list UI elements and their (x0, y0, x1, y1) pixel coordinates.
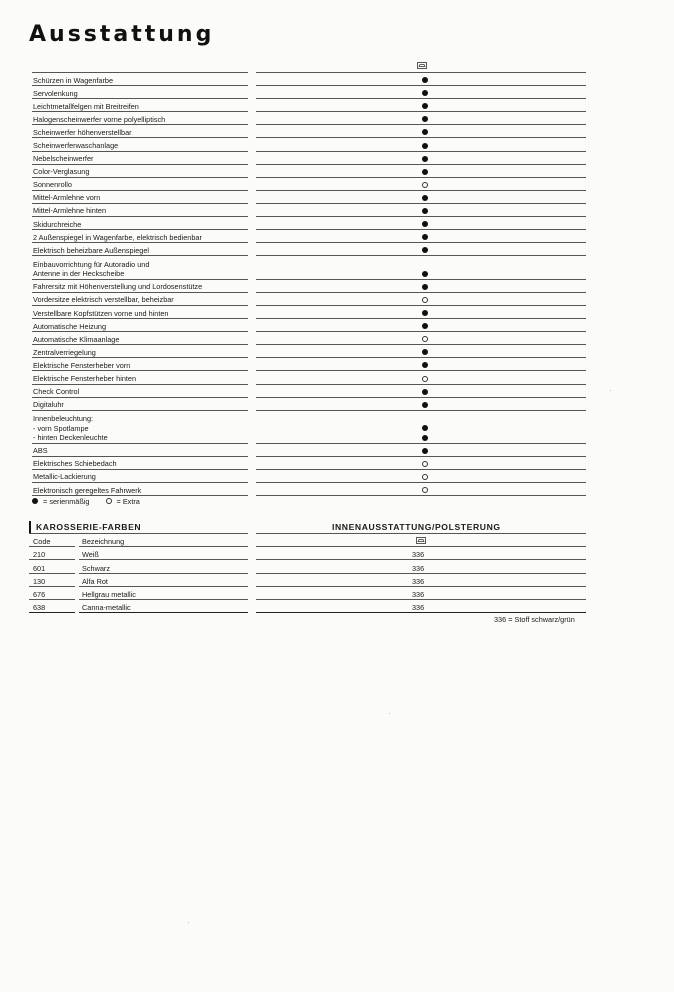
name-column-header: Bezeichnung (82, 537, 125, 547)
page-title: Ausstattung (29, 22, 215, 47)
standard-dot-icon (422, 362, 428, 368)
colors-table (29, 520, 586, 613)
colors-column-header (29, 534, 586, 547)
equipment-label: Scheinwerfer höhenverstellbar (33, 127, 132, 137)
color-code: 638 (33, 603, 46, 613)
equipment-row (32, 230, 586, 243)
color-row (29, 600, 586, 613)
equipment-label: Automatische Klimaanlage (33, 334, 120, 344)
standard-dot-icon (422, 323, 428, 329)
equipment-row (32, 280, 586, 293)
standard-dot-icon (422, 129, 428, 135)
code-column-header: Code (33, 537, 51, 547)
extra-circle-icon (422, 461, 428, 467)
standard-dot-icon (422, 448, 428, 454)
equipment-label: Servolenkung (33, 88, 78, 98)
standard-dot-icon (422, 90, 428, 96)
equipment-row (32, 306, 586, 319)
equipment-row (32, 256, 586, 280)
color-name: Weiß (82, 550, 99, 560)
color-row (29, 587, 586, 600)
interior-code: 336 (412, 589, 425, 599)
equipment-row (32, 483, 586, 496)
equipment-label: Halogenscheinwerfer vorne polyelliptisch (33, 114, 166, 124)
body-colors-title: KAROSSERIE-FARBEN (36, 522, 142, 532)
extra-circle-icon (422, 376, 428, 382)
equipment-row (32, 165, 586, 178)
equipment-label: 2 Außenspiegel in Wagenfarbe, elektrisch bedienbar (33, 232, 202, 242)
standard-dot-icon (32, 498, 38, 504)
equipment-row (32, 385, 586, 398)
equipment-row (32, 73, 586, 86)
equipment-row (32, 411, 586, 444)
equipment-label: Elektrische Fensterheber hinten (33, 373, 137, 383)
car-icon (416, 537, 426, 544)
equipment-row (32, 217, 586, 230)
equipment-row (32, 191, 586, 204)
extra-circle-icon (422, 474, 428, 480)
color-code: 601 (33, 563, 46, 573)
car-icon (417, 62, 427, 69)
equipment-row (32, 125, 586, 138)
equipment-row (32, 178, 586, 191)
equipment-label: Mittel-Armlehne vorn (33, 193, 101, 203)
equipment-label: Scheinwerferwaschanlage (33, 140, 119, 150)
interior-code: 336 (412, 603, 425, 613)
equipment-label: Sonnenrollo (33, 180, 72, 190)
equipment-label: Vordersitze elektrisch verstellbar, beheizbar (33, 295, 174, 305)
equipment-label: Check Control (33, 387, 80, 397)
equipment-label: Elektronisch geregeltes Fahrwerk (33, 485, 142, 495)
standard-dot-icon (422, 271, 428, 277)
equipment-row (32, 457, 586, 470)
standard-dot-icon (422, 389, 428, 395)
standard-dot-icon (422, 208, 428, 214)
equipment-label: Nebelscheinwerfer (33, 154, 94, 164)
standard-dot-icon (422, 116, 428, 122)
color-code: 210 (33, 550, 46, 560)
interior-code: 336 (412, 550, 425, 560)
equipment-label: Mittel-Armlehne hinten (33, 206, 107, 216)
equipment-row (32, 398, 586, 411)
standard-dot-icon (422, 77, 428, 83)
equipment-row (32, 319, 586, 332)
extra-circle-icon (422, 297, 428, 303)
standard-dot-icon (422, 143, 428, 149)
legend (32, 496, 140, 506)
color-code: 676 (33, 589, 46, 599)
standard-dot-icon (422, 195, 428, 201)
extra-circle-icon (106, 498, 112, 504)
extra-circle-icon (422, 336, 428, 342)
color-row (29, 560, 586, 573)
equipment-row (32, 243, 586, 256)
standard-dot-icon (422, 103, 428, 109)
interior-code: 336 (412, 576, 425, 586)
equipment-row (32, 470, 586, 483)
equipment-label: Elektrische Fensterheber vorn (33, 360, 131, 370)
equipment-row (32, 371, 586, 384)
colors-header (29, 520, 586, 534)
equipment-row (32, 444, 586, 457)
standard-dot-icon (422, 156, 428, 162)
standard-dot-icon (422, 310, 428, 316)
standard-dot-icon (422, 284, 428, 290)
equipment-row (32, 293, 586, 306)
standard-dot-icon (422, 221, 428, 227)
extra-circle-icon (422, 487, 428, 493)
equipment-label: Leichtmetallfelgen mit Breitreifen (33, 101, 139, 111)
equipment-label: Innenbeleuchtung: - vorn Spotlampe - hinten Deckenleuchte (33, 413, 108, 443)
standard-dot-icon (422, 425, 428, 431)
color-row (29, 574, 586, 587)
color-row (29, 547, 586, 560)
color-name: Canna-metallic (82, 603, 131, 613)
equipment-label: Verstellbare Kopfstützen vorne und hinten (33, 308, 169, 318)
equipment-label: Zentralverriegelung (33, 347, 96, 357)
equipment-row (32, 99, 586, 112)
equipment-label: Fahrersitz mit Höhenverstellung und Lordosenstütze (33, 282, 203, 292)
interior-title: INNENAUSSTATTUNG/POLSTERUNG (332, 522, 501, 532)
legend-standard: = serienmäßig (43, 496, 90, 506)
equipment-label: ABS (33, 446, 48, 456)
equipment-label: Skidurchreiche (33, 219, 82, 229)
equipment-row (32, 332, 586, 345)
standard-dot-icon (422, 402, 428, 408)
equipment-label: Automatische Heizung (33, 321, 107, 331)
equipment-label: Digitaluhr (33, 400, 64, 410)
standard-dot-icon (422, 435, 428, 441)
equipment-row (32, 358, 586, 371)
equipment-row (32, 86, 586, 99)
equipment-row (32, 345, 586, 358)
equipment-label: Schürzen in Wagenfarbe (33, 75, 114, 85)
standard-dot-icon (422, 169, 428, 175)
equipment-label: Elektrisches Schiebedach (33, 459, 117, 469)
equipment-label: Metallic-Lackierung (33, 472, 96, 482)
equipment-header (32, 60, 586, 73)
color-name: Alfa Rot (82, 576, 108, 586)
equipment-label: Color-Verglasung (33, 167, 90, 177)
extra-circle-icon (422, 182, 428, 188)
legend-extra: = Extra (116, 496, 140, 506)
equipment-row (32, 152, 586, 165)
color-name: Schwarz (82, 563, 110, 573)
standard-dot-icon (422, 234, 428, 240)
standard-dot-icon (422, 247, 428, 253)
color-name: Hellgrau metallic (82, 589, 136, 599)
interior-code: 336 (412, 563, 425, 573)
equipment-label: Elektrisch beheizbare Außenspiegel (33, 245, 150, 255)
equipment-row (32, 204, 586, 217)
color-code: 130 (33, 576, 46, 586)
standard-dot-icon (422, 349, 428, 355)
equipment-label: Einbauvorrichtung für Autoradio und Antenne in der Heckscheibe (33, 259, 150, 279)
equipment-table (32, 60, 586, 496)
equipment-row (32, 112, 586, 125)
equipment-row (32, 138, 586, 151)
interior-footnote: 336 = Stoff schwarz/grün (494, 615, 575, 624)
